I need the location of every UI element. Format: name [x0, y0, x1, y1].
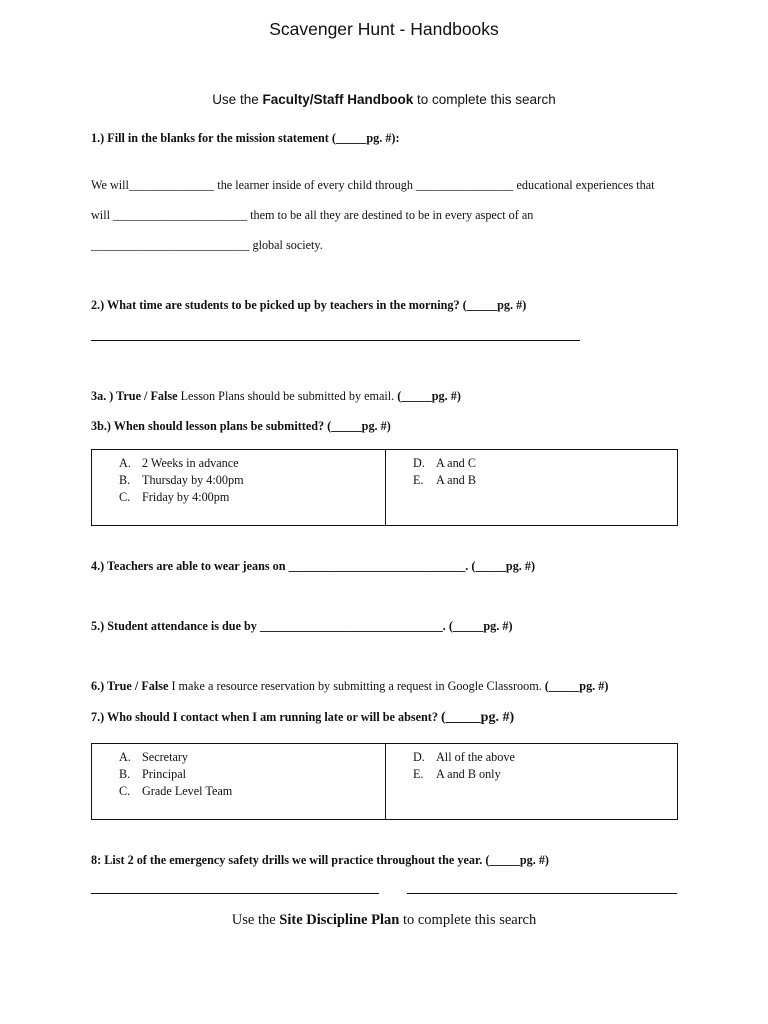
- option-d: [413, 749, 515, 766]
- option-a: [119, 749, 232, 766]
- answer-line-q2: [91, 340, 580, 341]
- question-3a-bold: 3a. ) True / False: [91, 389, 178, 403]
- question-7: [91, 710, 514, 726]
- option-letter: E.: [413, 767, 424, 781]
- section-heading-bold: Faculty/Staff Handbook: [262, 92, 414, 107]
- question-3a-ref: (_____pg. #): [394, 389, 461, 403]
- answer-line-q8-1: [91, 893, 379, 894]
- question-3a-text: Lesson Plans should be submitted by email.: [177, 389, 395, 403]
- question-3a: [91, 389, 461, 404]
- mission-line-2: will ______________________ them to be all they are destined to be in every aspect of an: [91, 208, 534, 222]
- question-7-ref: (_____pg. #): [441, 710, 515, 725]
- option-text: A and C: [436, 456, 476, 470]
- question-8-label: 8: List 2 of the emergency safety drills we will practice throughout the year. (_____pg. #): [91, 853, 549, 867]
- option-letter: C.: [119, 490, 131, 504]
- question-1-label: 1.) Fill in the blanks for the mission statement (_____pg. #):: [91, 131, 400, 145]
- options-divider: [385, 744, 386, 819]
- option-e: [413, 472, 476, 489]
- option-text: Thursday by 4:00pm: [142, 473, 244, 487]
- option-text: A and B: [436, 473, 476, 487]
- option-d: [413, 455, 476, 472]
- options-box-q3b: [91, 449, 678, 526]
- option-letter: A.: [119, 750, 131, 764]
- section-heading-bold: Site Discipline Plan: [279, 912, 400, 928]
- mission-line-1: We will______________ the learner inside of every child through ________________ educational experiences that: [91, 178, 655, 192]
- option-text: A and B only: [436, 767, 501, 781]
- section-heading-post: to complete this search: [399, 912, 537, 928]
- question-6-bold: 6.) True / False: [91, 679, 169, 693]
- option-b: [119, 766, 232, 783]
- answer-line-q8-2: [407, 893, 677, 894]
- option-text: All of the above: [436, 750, 515, 764]
- option-c: [119, 783, 232, 800]
- section-heading-post: to complete this search: [413, 92, 556, 107]
- options-right-q7: [413, 749, 515, 783]
- question-6-ref: (_____pg. #): [541, 679, 609, 693]
- question-4-label: 4.) Teachers are able to wear jeans on _____________________________. (_____pg. #): [91, 559, 536, 573]
- option-text: Secretary: [142, 750, 189, 764]
- question-3b-label: 3b.) When should lesson plans be submitted? (_____pg. #): [91, 419, 391, 433]
- section-heading-pre: Use the: [212, 92, 263, 107]
- option-letter: A.: [119, 456, 131, 470]
- section-heading-pre: Use the: [231, 912, 280, 928]
- options-divider: [385, 450, 386, 525]
- option-letter: C.: [119, 784, 131, 798]
- option-a: [119, 455, 244, 472]
- options-left-q7: [119, 749, 232, 800]
- question-2-label: 2.) What time are students to be picked up by teachers in the morning? (_____pg. #): [91, 298, 527, 312]
- option-text: Principal: [142, 767, 187, 781]
- option-text: Friday by 4:00pm: [142, 490, 230, 504]
- section-heading-faculty-handbook: [0, 92, 768, 107]
- option-letter: D.: [413, 750, 425, 764]
- option-text: 2 Weeks in advance: [142, 456, 239, 470]
- option-letter: D.: [413, 456, 425, 470]
- question-6-text: I make a resource reservation by submitting a request in Google Classroom.: [168, 679, 542, 693]
- option-text: Grade Level Team: [142, 784, 233, 798]
- options-right-q3b: [413, 455, 476, 489]
- options-left-q3b: [119, 455, 244, 506]
- question-6: [91, 679, 608, 694]
- mission-line-3: __________________________ global society.: [91, 238, 323, 252]
- option-letter: B.: [119, 767, 131, 781]
- option-letter: B.: [119, 473, 131, 487]
- question-7-label: 7.) Who should I contact when I am running late or will be absent?: [91, 710, 441, 724]
- option-e: [413, 766, 515, 783]
- page-title: Scavenger Hunt - Handbooks: [269, 19, 499, 39]
- option-b: [119, 472, 244, 489]
- option-letter: E.: [413, 473, 424, 487]
- question-5-label: 5.) Student attendance is due by ______________________________. (_____pg. #): [91, 619, 513, 633]
- options-box-q7: [91, 743, 678, 820]
- option-c: [119, 489, 244, 506]
- section-heading-discipline-plan: [0, 912, 768, 929]
